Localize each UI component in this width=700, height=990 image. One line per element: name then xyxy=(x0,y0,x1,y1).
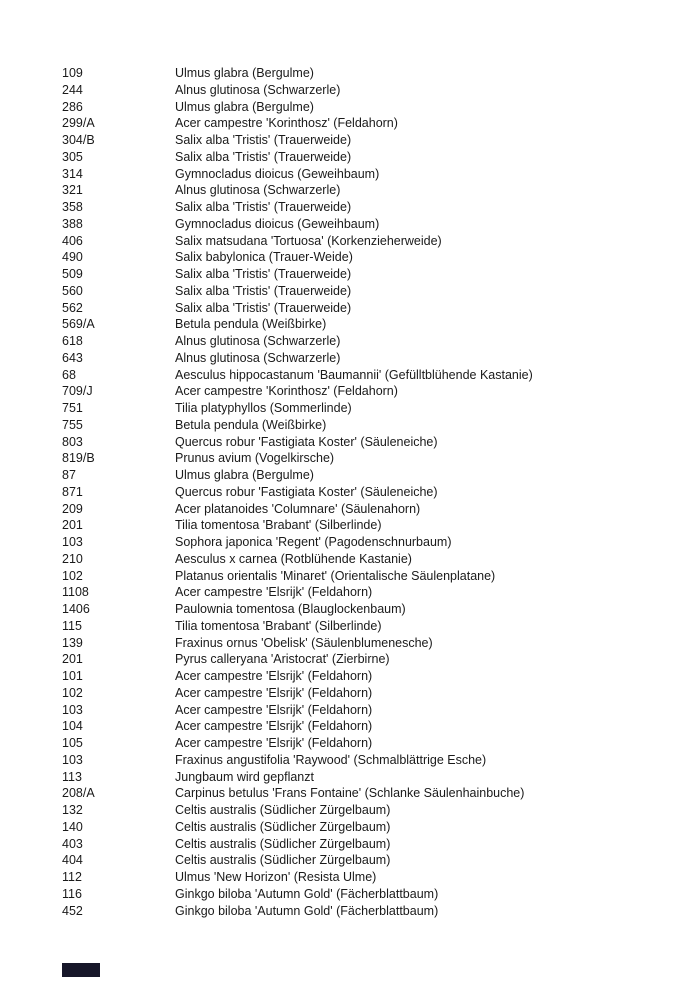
table-row xyxy=(62,501,680,518)
tree-name: Celtis australis (Südlicher Zürgelbaum) xyxy=(175,819,391,834)
tree-name: Betula pendula (Weißbirke) xyxy=(175,417,327,432)
tree-name: Ginkgo biloba 'Autumn Gold' (Fächerblattbaum) xyxy=(175,903,439,918)
tree-name: Celtis australis (Südlicher Zürgelbaum) xyxy=(175,853,391,868)
tree-id: 102 xyxy=(62,568,83,583)
tree-id: 112 xyxy=(62,870,82,884)
tree-name: Jungbaum wird gepflanzt xyxy=(175,769,314,784)
table-row xyxy=(62,785,680,802)
tree-name: Aesculus hippocastanum 'Baumannii' (Gefülltblühende Kastanie) xyxy=(175,367,533,382)
table-row xyxy=(62,618,680,635)
table-row xyxy=(62,903,680,920)
table-row xyxy=(62,836,680,853)
tree-name: Alnus glutinosa (Schwarzerle) xyxy=(175,183,341,198)
table-row xyxy=(62,367,680,384)
tree-name: Acer campestre 'Korinthosz' (Feldahorn) xyxy=(175,116,398,131)
table-row xyxy=(62,316,680,333)
tree-id: 358 xyxy=(62,200,83,214)
tree-name: Prunus avium (Vogelkirsche) xyxy=(175,451,335,466)
table-row xyxy=(62,551,680,568)
tree-name: Betula pendula (Weißbirke) xyxy=(175,317,327,332)
tree-id: 286 xyxy=(62,99,83,114)
tree-id: 115 xyxy=(62,618,82,633)
tree-id: 139 xyxy=(62,635,83,650)
tree-name: Tilia platyphyllos (Sommerlinde) xyxy=(175,401,352,415)
tree-id: 201 xyxy=(62,518,83,533)
tree-id: 709/J xyxy=(62,384,93,399)
tree-id: 1406 xyxy=(62,602,90,616)
table-row xyxy=(62,82,680,99)
tree-id: 109 xyxy=(62,66,83,80)
table-row xyxy=(62,752,680,769)
table-row xyxy=(62,886,680,903)
table-row xyxy=(62,668,680,685)
tree-name: Gymnocladus dioicus (Geweihbaum) xyxy=(175,216,380,231)
table-row xyxy=(62,434,680,451)
table-row xyxy=(62,635,680,652)
table-row xyxy=(62,702,680,719)
tree-name: Salix matsudana 'Tortuosa' (Korkenzieherweide) xyxy=(175,233,442,248)
table-row xyxy=(62,132,680,149)
tree-name: Ulmus glabra (Bergulme) xyxy=(175,468,314,482)
tree-id: 618 xyxy=(62,334,83,348)
tree-id: 404 xyxy=(62,853,83,868)
tree-id: 104 xyxy=(62,719,83,734)
tree-name: Salix alba 'Tristis' (Trauerweide) xyxy=(175,200,352,214)
table-row xyxy=(62,484,680,501)
table-row xyxy=(62,115,680,132)
table-row xyxy=(62,65,680,82)
tree-name: Ulmus 'New Horizon' (Resista Ulme) xyxy=(175,870,377,884)
tree-name: Salix alba 'Tristis' (Trauerweide) xyxy=(175,283,352,298)
table-row xyxy=(62,769,680,786)
tree-name: Acer campestre 'Elsrijk' (Feldahorn) xyxy=(175,719,373,734)
table-row xyxy=(62,400,680,417)
tree-id: 304/B xyxy=(62,133,95,147)
tree-list xyxy=(62,65,680,919)
table-row xyxy=(62,601,680,618)
tree-name: Platanus orientalis 'Minaret' (Orientalische Säulenplatane) xyxy=(175,568,496,583)
tree-id: 244 xyxy=(62,82,83,97)
tree-name: Fraxinus angustifolia 'Raywood' (Schmalblättrige Esche) xyxy=(175,752,487,767)
tree-name: Acer platanoides 'Columnare' (Säulenahorn) xyxy=(175,501,421,516)
tree-id: 140 xyxy=(62,819,83,834)
table-row xyxy=(62,517,680,534)
tree-id: 643 xyxy=(62,350,83,365)
tree-name: Acer campestre 'Elsrijk' (Feldahorn) xyxy=(175,736,373,750)
tree-id: 321 xyxy=(62,183,83,198)
table-row xyxy=(62,182,680,199)
tree-id: 113 xyxy=(62,769,82,784)
table-row xyxy=(62,869,680,886)
tree-name: Gymnocladus dioicus (Geweihbaum) xyxy=(175,166,380,181)
tree-id: 132 xyxy=(62,803,83,817)
tree-name: Alnus glutinosa (Schwarzerle) xyxy=(175,334,341,348)
table-row xyxy=(62,450,680,467)
tree-id: 102 xyxy=(62,685,83,700)
table-row xyxy=(62,802,680,819)
tree-name: Quercus robur 'Fastigiata Koster' (Säuleneiche) xyxy=(175,434,438,449)
tree-name: Salix alba 'Tristis' (Trauerweide) xyxy=(175,133,352,147)
tree-id: 751 xyxy=(62,401,83,415)
table-row xyxy=(62,233,680,250)
table-row xyxy=(62,417,680,434)
tree-id: 305 xyxy=(62,149,83,164)
table-row xyxy=(62,383,680,400)
tree-name: Fraxinus ornus 'Obelisk' (Säulenblumenesche) xyxy=(175,635,433,650)
table-row xyxy=(62,651,680,668)
tree-name: Ulmus glabra (Bergulme) xyxy=(175,66,314,80)
tree-name: Aesculus x carnea (Rotblühende Kastanie) xyxy=(175,551,412,566)
tree-name: Acer campestre 'Korinthosz' (Feldahorn) xyxy=(175,384,398,399)
table-row xyxy=(62,283,680,300)
tree-id: 101 xyxy=(62,669,83,683)
tree-id: 208/A xyxy=(62,786,95,801)
tree-name: Acer campestre 'Elsrijk' (Feldahorn) xyxy=(175,669,373,683)
bottom-left-dark-fragment xyxy=(62,963,100,977)
tree-id: 871 xyxy=(62,484,83,499)
tree-name: Celtis australis (Südlicher Zürgelbaum) xyxy=(175,803,391,817)
table-row xyxy=(62,149,680,166)
table-row xyxy=(62,99,680,116)
tree-id: 116 xyxy=(62,886,82,901)
tree-name: Quercus robur 'Fastigiata Koster' (Säuleneiche) xyxy=(175,484,438,499)
table-row xyxy=(62,735,680,752)
tree-id: 819/B xyxy=(62,451,95,466)
tree-id: 103 xyxy=(62,752,83,767)
tree-id: 68 xyxy=(62,367,76,382)
tree-id: 87 xyxy=(62,468,76,482)
tree-id: 509 xyxy=(62,267,83,281)
tree-name: Carpinus betulus 'Frans Fontaine' (Schlanke Säulenhainbuche) xyxy=(175,786,525,801)
tree-name: Celtis australis (Südlicher Zürgelbaum) xyxy=(175,836,391,851)
tree-name: Tilia tomentosa 'Brabant' (Silberlinde) xyxy=(175,518,382,533)
table-row xyxy=(62,819,680,836)
table-row xyxy=(62,249,680,266)
tree-name: Salix alba 'Tristis' (Trauerweide) xyxy=(175,149,352,164)
tree-id: 560 xyxy=(62,283,83,298)
tree-id: 209 xyxy=(62,501,83,516)
table-row xyxy=(62,333,680,350)
tree-id: 314 xyxy=(62,166,83,181)
tree-name: Paulownia tomentosa (Blauglockenbaum) xyxy=(175,602,406,616)
tree-id: 201 xyxy=(62,652,83,667)
table-row xyxy=(62,216,680,233)
tree-id: 803 xyxy=(62,434,83,449)
tree-id: 406 xyxy=(62,233,83,248)
table-row xyxy=(62,300,680,317)
tree-id: 490 xyxy=(62,250,83,265)
table-row xyxy=(62,534,680,551)
tree-id: 103 xyxy=(62,702,83,717)
tree-name: Sophora japonica 'Regent' (Pagodenschnurbaum) xyxy=(175,535,452,549)
table-row xyxy=(62,685,680,702)
tree-name: Acer campestre 'Elsrijk' (Feldahorn) xyxy=(175,702,373,717)
tree-id: 105 xyxy=(62,736,83,750)
tree-name: Salix alba 'Tristis' (Trauerweide) xyxy=(175,267,352,281)
tree-id: 755 xyxy=(62,417,83,432)
tree-name: Pyrus calleryana 'Aristocrat' (Zierbirne) xyxy=(175,652,390,667)
table-row xyxy=(62,852,680,869)
tree-id: 1108 xyxy=(62,585,89,600)
table-row xyxy=(62,166,680,183)
table-row xyxy=(62,584,680,601)
table-row xyxy=(62,568,680,585)
tree-name: Ginkgo biloba 'Autumn Gold' (Fächerblattbaum) xyxy=(175,886,439,901)
tree-id: 388 xyxy=(62,216,83,231)
tree-name: Alnus glutinosa (Schwarzerle) xyxy=(175,350,341,365)
table-row xyxy=(62,199,680,216)
table-row xyxy=(62,718,680,735)
tree-name: Acer campestre 'Elsrijk' (Feldahorn) xyxy=(175,685,373,700)
table-row xyxy=(62,467,680,484)
tree-name: Salix babylonica (Trauer-Weide) xyxy=(175,250,353,265)
tree-id: 403 xyxy=(62,836,83,851)
tree-name: Acer campestre 'Elsrijk' (Feldahorn) xyxy=(175,585,373,600)
tree-id: 569/A xyxy=(62,317,95,332)
tree-id: 452 xyxy=(62,903,83,918)
tree-name: Salix alba 'Tristis' (Trauerweide) xyxy=(175,300,352,315)
table-row xyxy=(62,266,680,283)
tree-id: 299/A xyxy=(62,116,95,131)
tree-id: 562 xyxy=(62,300,83,315)
tree-name: Tilia tomentosa 'Brabant' (Silberlinde) xyxy=(175,618,382,633)
table-row xyxy=(62,350,680,367)
tree-id: 103 xyxy=(62,535,83,549)
tree-id: 210 xyxy=(62,551,83,566)
tree-name: Ulmus glabra (Bergulme) xyxy=(175,99,314,114)
tree-name: Alnus glutinosa (Schwarzerle) xyxy=(175,82,341,97)
